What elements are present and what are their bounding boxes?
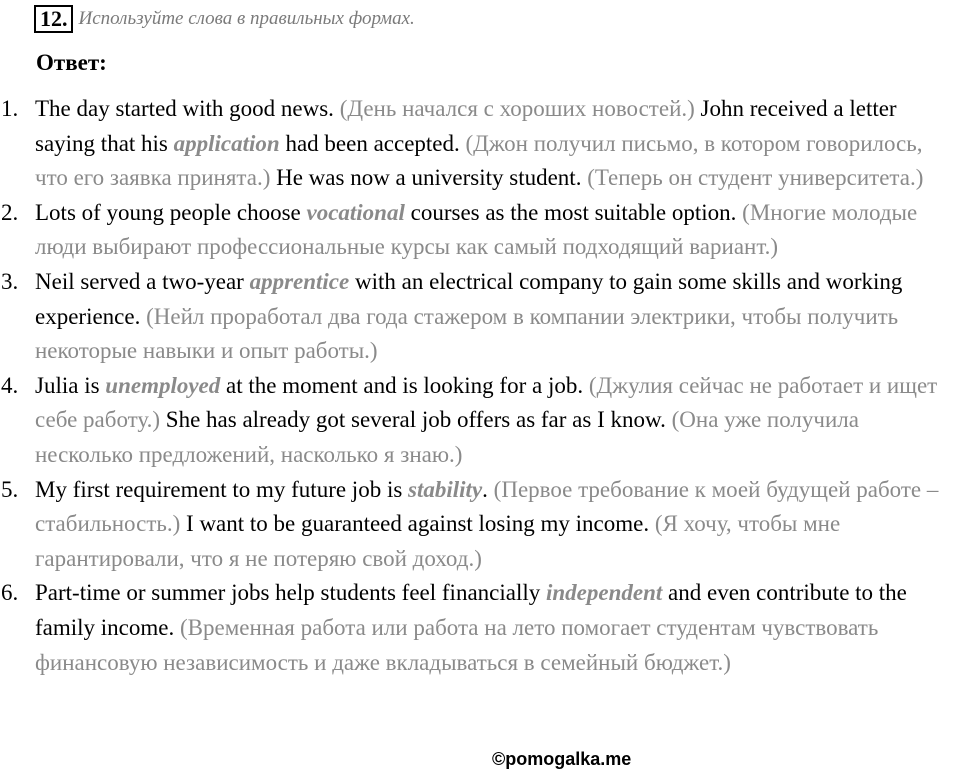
item-number: 3. bbox=[1, 268, 19, 294]
answer-keyword: unemployed bbox=[105, 372, 221, 398]
answer-keyword: vocational bbox=[306, 199, 405, 225]
item-text bbox=[35, 92, 960, 196]
item-text bbox=[35, 369, 960, 473]
translation-text: (Первое требование к моей будущей работе – стабильность.) bbox=[35, 476, 939, 537]
task-instruction: Используйте слова в правильных формах. bbox=[78, 8, 415, 29]
item-text bbox=[35, 473, 960, 577]
translation-text: (Джулия сейчас не работает и ищет себе работу.) bbox=[35, 372, 938, 433]
sentence-text: He was now a university student. bbox=[270, 165, 588, 191]
sentence-text: Lots of young people choose bbox=[35, 199, 307, 225]
item-number: 6. bbox=[1, 580, 19, 606]
answer-label: Ответ: bbox=[36, 50, 107, 75]
list-item bbox=[0, 92, 960, 196]
item-number: 2. bbox=[1, 199, 19, 225]
translation-text: (Она уже получила несколько предложений, насколько я знаю.) bbox=[35, 407, 859, 467]
list-item bbox=[0, 196, 960, 265]
translation-text: (Нейл проработал два года стажером в компании электрики, чтобы получить некоторые навыки и опыт работы.) bbox=[35, 303, 899, 364]
sentence-text: Neil served a two-year bbox=[35, 268, 250, 294]
item-text bbox=[35, 196, 960, 265]
sentence-text: The day started with good news. bbox=[35, 96, 340, 121]
translation-text: (Временная работа или работа на лето помогает студентам чувствовать финансовую независимость и даже вкладываться в семейный бюджет.) bbox=[35, 614, 879, 675]
translation-text: (Я хочу, чтобы мне гарантировали, что я не потеряю свой доход.) bbox=[35, 511, 841, 571]
list-item bbox=[0, 473, 960, 577]
sentence-text: had been accepted. bbox=[279, 130, 466, 156]
sentence-text: She has already got several job offers as far as I know. bbox=[160, 407, 672, 433]
sentence-text: My first requirement to my future job is bbox=[35, 476, 409, 502]
task-number: 12. bbox=[34, 5, 73, 33]
item-text bbox=[35, 265, 960, 369]
sentence-text: at the moment and is looking for a job. bbox=[220, 372, 589, 398]
sentence-text: Julia is bbox=[35, 372, 106, 398]
sentence-text: John received a letter saying that his bbox=[35, 96, 897, 156]
sentence-text: Part-time or summer jobs help students feel financially bbox=[35, 580, 546, 606]
answer-list bbox=[0, 92, 960, 680]
watermark: ©pomogalka.me bbox=[492, 749, 632, 769]
sentence-text: with an electrical company to gain some skills and working experience. bbox=[35, 268, 903, 329]
item-number: 5. bbox=[1, 476, 19, 502]
item-text bbox=[35, 576, 960, 680]
sentence-text: . bbox=[482, 476, 494, 502]
task-header bbox=[34, 4, 415, 34]
answer-keyword: independent bbox=[546, 580, 663, 606]
item-number: 4. bbox=[1, 372, 19, 398]
translation-text: (Джон получил письмо, в котором говорилось, что его заявка принята.) bbox=[35, 130, 923, 191]
list-item bbox=[0, 576, 960, 680]
sentence-text: courses as the most suitable option. bbox=[404, 199, 743, 225]
item-number: 1. bbox=[1, 96, 19, 121]
answer-keyword: apprentice bbox=[249, 268, 350, 294]
list-item bbox=[0, 369, 960, 473]
translation-text: (Теперь он студент университета.) bbox=[587, 165, 924, 191]
translation-text: (Многие молодые люди выбирают профессиональные курсы как самый подходящий вариант.) bbox=[35, 199, 918, 260]
sentence-text: I want to be guaranteed against losing my income. bbox=[180, 511, 655, 537]
translation-text: (День начался с хороших новостей.) bbox=[339, 96, 695, 121]
list-item bbox=[0, 265, 960, 369]
answer-keyword: stability bbox=[408, 476, 483, 502]
sentence-text: and even contribute to the family income. bbox=[35, 580, 907, 640]
answer-keyword: application bbox=[173, 130, 280, 156]
